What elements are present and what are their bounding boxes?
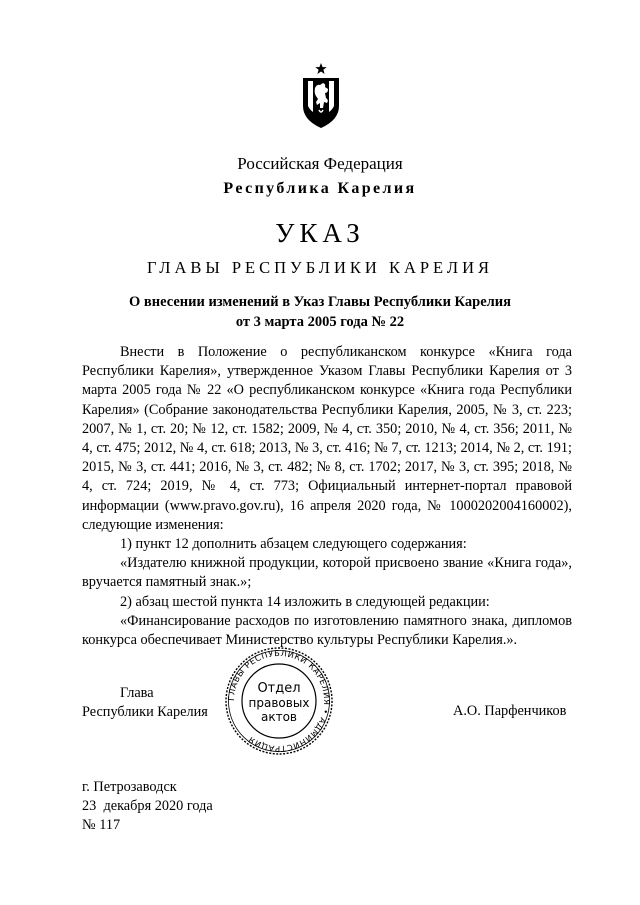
signatory-title-line-1: Глава — [120, 685, 154, 701]
document-body — [82, 343, 572, 650]
stamp-center-line-3: актов — [260, 710, 298, 724]
body-paragraph: Внести в Положение о республиканском конкурсе «Книга года Республики Карелия», утвержденное Указом Главы Республики Карелия от 3 марта 2005 года № 22 «О республиканском конкурсе «Книга года Республики Карелия» (Собрание законодательства Республики Карелия, 2005, № 3, ст. 223; 2007, № 1, ст. 20; № 12, ст. 1582; 2009, № 4, ст. 350; 2010, № 4, ст. 356; 2011, № 4, ст. 475; 2012, № 4, ст. 618; 2013, № 3, ст. 416; № 7, ст. 1213; 2014, № 2, ст. 191; 2015, № 3, ст. 441; 2016, № 3, ст. 482; № 8, ст. 1702; 2017, № 3, ст. 395; 2018, № 4, ст. 724; 2019, № 4, ст. 773; Официальный интернет-портал правовой информации (www.pravo.gov.ru), 16 апреля 2020 года, № 1000202004160002), следующие изменения: — [82, 344, 572, 533]
body-paragraph: 1) пункт 12 дополнить абзацем следующего содержания: — [120, 536, 467, 553]
stamp-center-line-2: правовых — [248, 696, 310, 710]
signatory-title-line-2: Республики Карелия — [82, 704, 208, 721]
republic-name: Республика Карелия — [223, 180, 417, 197]
document-footer — [82, 778, 213, 835]
body-paragraph: «Финансирование расходов по изготовлению памятного знака, дипломов конкурса обеспечивает Министерство культуры Республики Карелия.». — [82, 612, 572, 649]
stamp-ring-text: ГЛАВЫ РЕСПУБЛИКИ КАРЕЛИЯ • АДМИНИСТРАЦИЯ — [225, 647, 333, 755]
body-paragraph: «Издателю книжной продукции, которой присвоено звание «Книга года», вручается памятный знак.»; — [82, 555, 572, 591]
subject-line-2: от 3 марта 2005 года № 22 — [235, 314, 405, 330]
document-number: № 117 — [82, 817, 121, 833]
subject-line-1: О внесении изменений в Указ Главы Республики Карелия — [129, 294, 511, 310]
issue-date: 23 декабря 2020 года — [82, 798, 213, 814]
stamp-center-line-1: Отдел — [257, 681, 301, 696]
body-paragraph: 2) абзац шестой пункта 14 изложить в следующей редакции: — [120, 593, 490, 610]
document-subject — [0, 292, 640, 332]
document-type: УКАЗ — [275, 218, 365, 248]
karelia-coat-of-arms-icon — [299, 62, 343, 130]
signatory-name: А.О. Парфенчиков — [453, 703, 567, 719]
signatory-title — [82, 684, 208, 722]
country-name: Российская Федерация — [237, 154, 403, 173]
document-issuer: ГЛАВЫ РЕСПУБЛИКИ КАРЕЛИЯ — [146, 258, 494, 277]
issue-place: г. Петрозаводск — [82, 779, 177, 795]
official-stamp-icon — [216, 646, 342, 756]
